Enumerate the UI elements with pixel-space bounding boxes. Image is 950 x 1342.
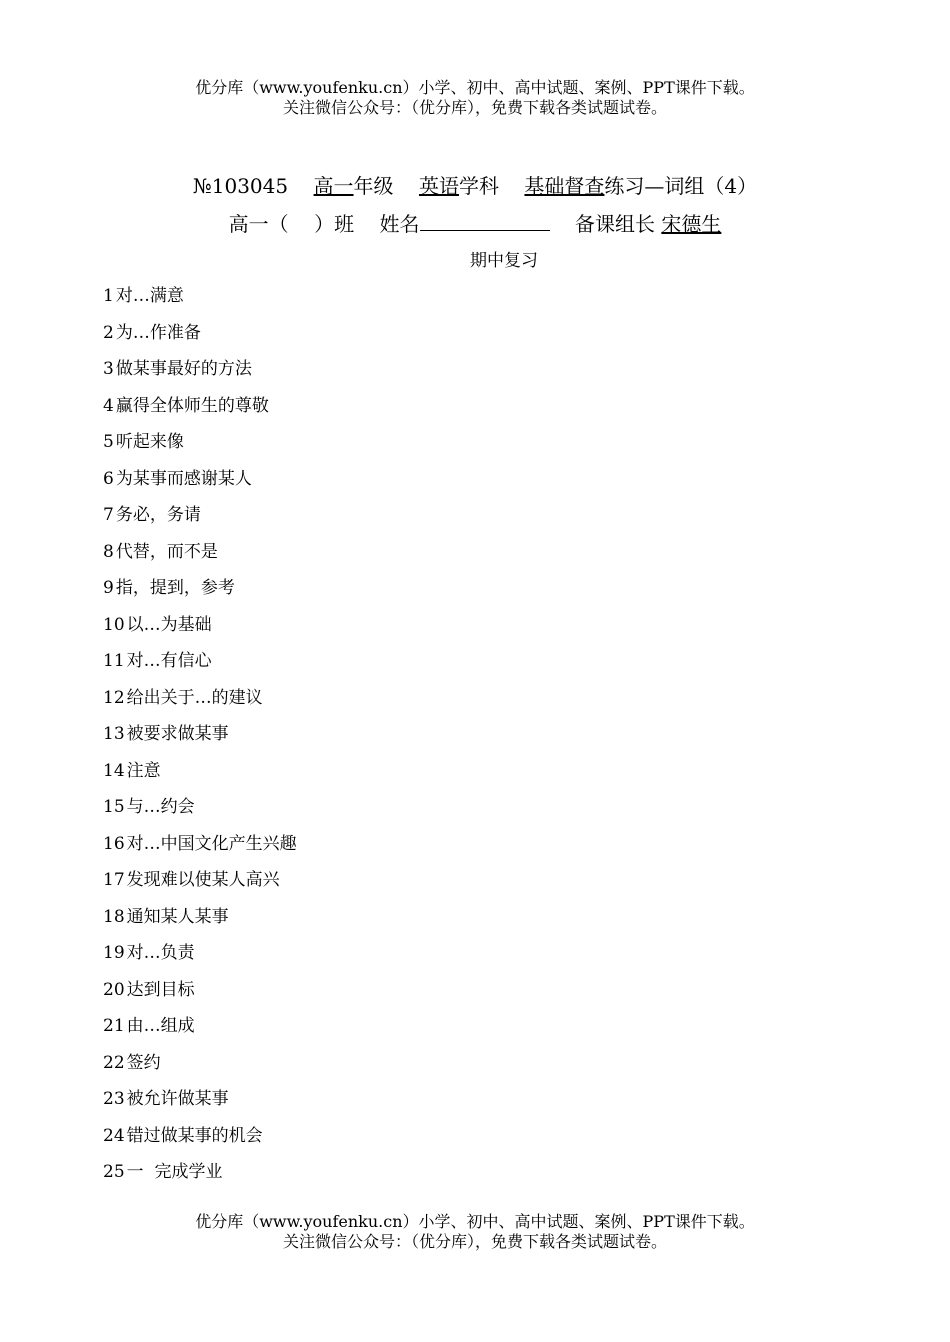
list-item [103,1087,297,1124]
item-text: 听起来像 [115,432,184,452]
item-number: 12 [103,687,125,708]
item-text: 务必，务请 [115,505,201,525]
subject-value: 英语 [418,174,459,198]
list-item [103,430,297,467]
item-number: 5 [103,432,114,452]
item-text: 达到目标 [126,979,195,1000]
leader-name: 宋德生 [661,212,722,236]
item-text: 指，提到，参考 [115,578,235,598]
item-text: 一 完成学业 [126,1162,223,1182]
header-line-1: 优分库（www.youfenku.cn）小学、初中、高中试题、案例、PPT课件下载。 [195,78,755,97]
section-subtitle: 期中复习 [470,251,538,271]
list-item [103,868,297,905]
list-item [103,1124,297,1161]
item-text: 被要求做某事 [126,724,229,744]
footer-line-2: 关注微信公众号：（优分库），免费下载各类试题试卷。 [282,1232,667,1251]
item-number: 22 [103,1052,125,1073]
list-item [103,759,297,796]
item-text: 以…为基础 [126,614,212,635]
page-footer [0,1212,950,1252]
item-number: 10 [103,614,125,635]
item-text: 对…有信心 [126,651,212,671]
student-info-line [0,208,950,238]
item-number: 20 [103,979,125,1000]
item-number: 11 [103,651,125,671]
item-text: 发现难以使某人高兴 [126,870,280,890]
item-number: 24 [103,1125,125,1146]
header-line-2: 关注微信公众号：（优分库），免费下载各类试题试卷。 [282,98,667,117]
list-item [103,357,297,394]
item-text: 签约 [126,1052,161,1073]
class-label: 高一（ ）班 [228,212,355,236]
list-item [103,649,297,686]
list-item [103,722,297,759]
list-item [103,905,297,942]
grade-suffix: 年级 [353,174,394,198]
list-item [103,540,297,577]
item-text: 与…约会 [126,797,195,817]
item-text: 为…作准备 [115,322,201,343]
item-text: 赢得全体师生的尊敬 [115,395,269,416]
list-item [103,467,297,504]
item-text: 被允许做某事 [126,1089,229,1109]
item-text: 代替，而不是 [115,541,218,562]
item-number: 25 [103,1162,125,1182]
list-item [103,284,297,321]
list-item [103,613,297,650]
list-item [103,941,297,978]
phrase-list [103,284,297,1197]
list-item [103,321,297,358]
list-item [103,1160,297,1197]
list-item [103,576,297,613]
list-item [103,832,297,869]
item-number: 16 [103,833,125,854]
item-text: 做某事最好的方法 [115,359,252,379]
item-text: 注意 [126,760,161,781]
item-number: 21 [103,1016,125,1036]
list-item [103,394,297,431]
item-text: 由…组成 [126,1016,195,1036]
item-number: 4 [103,395,114,416]
list-item [103,1051,297,1088]
list-item [103,795,297,832]
list-item [103,503,297,540]
page-header [0,78,950,118]
list-item [103,978,297,1015]
type-suffix: 练习—词组（4） [604,174,758,198]
document-title [0,172,950,200]
leader-label: 备课组长 [574,212,655,236]
item-text: 对…负责 [126,943,195,963]
item-text: 为某事而感谢某人 [115,468,252,489]
item-number: 7 [103,505,114,525]
footer-line-1: 优分库（www.youfenku.cn）小学、初中、高中试题、案例、PPT课件下载。 [195,1212,755,1231]
item-text: 通知某人某事 [126,906,229,927]
item-number: 23 [103,1089,125,1109]
subject-suffix: 学科 [458,174,499,198]
type-value: 基础督查 [524,174,605,198]
item-number: 14 [103,760,125,781]
name-blank[interactable] [420,208,550,231]
item-text: 对…满意 [115,286,184,306]
name-label: 姓名 [379,212,420,236]
item-number: 8 [103,541,114,562]
item-text: 对…中国文化产生兴趣 [126,833,297,854]
item-number: 13 [103,724,125,744]
item-number: 17 [103,870,125,890]
item-number: 15 [103,797,125,817]
item-number: 18 [103,906,125,927]
item-number: 1 [103,286,114,306]
list-item [103,686,297,723]
item-number: 3 [103,359,114,379]
item-number: 6 [103,468,114,489]
item-number: 19 [103,943,125,963]
list-item [103,1014,297,1051]
item-text: 给出关于…的建议 [126,687,263,708]
item-text: 错过做某事的机会 [126,1125,263,1146]
grade-value: 高一 [313,174,354,198]
doc-number: №103045 [192,174,289,198]
item-number: 2 [103,322,114,343]
item-number: 9 [103,578,114,598]
